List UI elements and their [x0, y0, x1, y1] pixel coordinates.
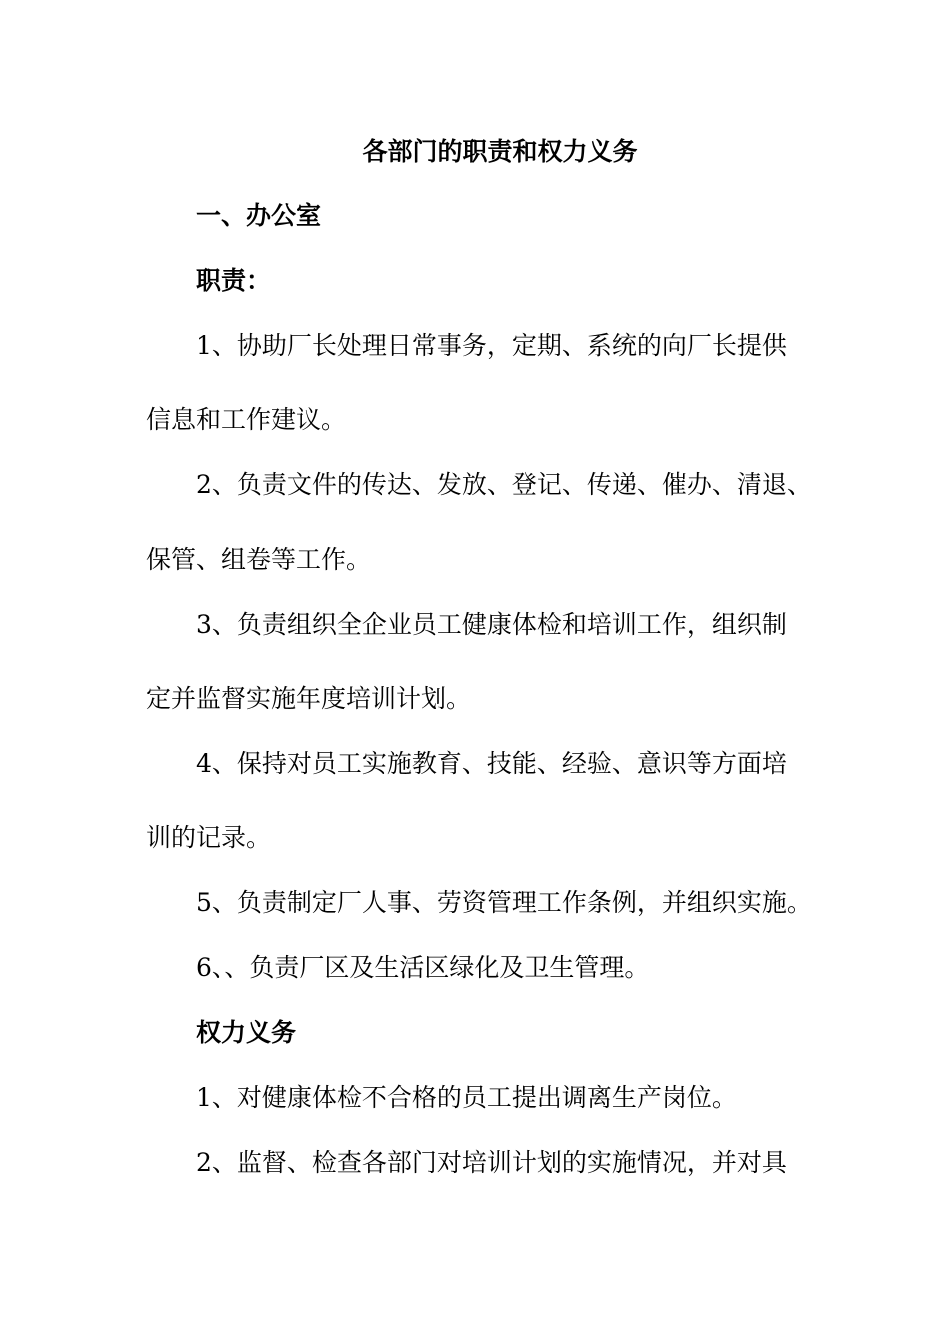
duty-1-line-2: 信息和工作建议。 — [146, 405, 347, 434]
right-2-line-1: 2、监督、检查各部门对培训计划的实施情况，并对具 — [196, 1148, 787, 1177]
duty-1-line-1: 1、协助厂长处理日常事务，定期、系统的向厂长提供 — [196, 331, 787, 360]
right-1: 1、对健康体检不合格的员工提出调离生产岗位。 — [196, 1083, 737, 1112]
section-heading-office: 一、办公室 — [196, 201, 322, 230]
duty-6: 6、、负责厂区及生活区绿化及卫生管理。 — [196, 953, 650, 982]
duty-5: 5、负责制定厂人事、劳资管理工作条例，并组织实施。 — [196, 888, 812, 917]
duty-3-line-1: 3、负责组织全企业员工健康体检和培训工作，组织制 — [196, 610, 787, 639]
document-title: 各部门的职责和权力义务 — [362, 137, 638, 166]
duty-4-line-1: 4、保持对员工实施教育、技能、经验、意识等方面培 — [196, 749, 787, 778]
duty-2-line-1: 2、负责文件的传达、发放、登记、传递、催办、清退、 — [196, 470, 812, 499]
rights-heading: 权力义务 — [196, 1018, 297, 1047]
duty-3-line-2: 定并监督实施年度培训计划。 — [146, 684, 472, 713]
duty-4-line-2: 训的记录。 — [146, 823, 272, 852]
duties-heading: 职责： — [196, 266, 272, 295]
duty-2-line-2: 保管、组卷等工作。 — [146, 545, 372, 574]
